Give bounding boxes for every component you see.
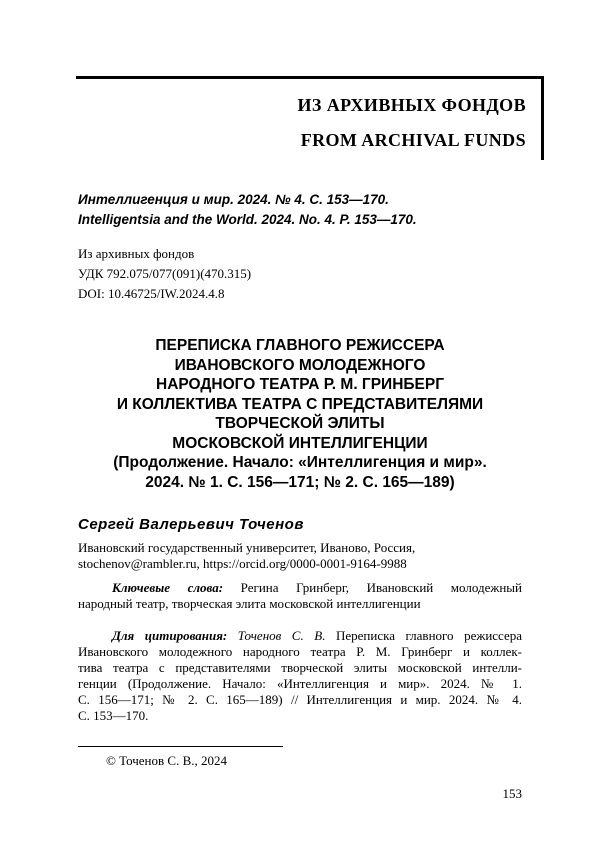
title-line: НАРОДНОГО ТЕАТРА Р. М. ГРИНБЕРГ bbox=[156, 376, 444, 393]
author-name: Сергей Валерьевич Точенов bbox=[78, 516, 304, 533]
udk-code: УДК 792.075/077(091)(470.315) bbox=[78, 266, 252, 281]
title-line: ИВАНОВСКОГО МОЛОДЕЖНОГО bbox=[174, 356, 426, 374]
keywords-block bbox=[78, 580, 522, 612]
how-to-cite-block bbox=[78, 628, 522, 724]
page-number: 153 bbox=[502, 786, 522, 801]
cite-author: Точенов С. В. bbox=[237, 628, 326, 643]
journal-citation-en: Intelligentsia and the World. 2024. No. 4. P. 153—170. bbox=[78, 212, 417, 227]
title-line: ТВОРЧЕСКОЙ ЭЛИТЫ bbox=[215, 415, 385, 432]
title-line: (Продолжение. Начало: «Интеллигенция и мир». bbox=[113, 454, 487, 471]
section-title-ru: ИЗ АРХИВНЫХ ФОНДОВ bbox=[297, 95, 526, 115]
keywords-text: народный театр, творческая элита московской интеллигенции bbox=[78, 596, 421, 611]
title-line: 2024. № 1. С. 156—171; № 2. С. 165—189) bbox=[145, 473, 455, 491]
cite-text: С. 156—171; № 2. С. 165—189) // Интеллигенция и мир. 2024. № 4. bbox=[78, 692, 522, 707]
author-affiliation bbox=[78, 540, 415, 572]
title-line: МОСКОВСКОЙ ИНТЕЛЛИГЕНЦИИ bbox=[172, 434, 428, 452]
journal-citation-ru: Интеллигенция и мир. 2024. № 4. С. 153—170. bbox=[78, 192, 389, 207]
keywords-text: Регина Гринберг, Ивановский молодежный bbox=[240, 580, 522, 595]
keywords-label: Ключевые слова: bbox=[112, 580, 224, 595]
cite-text: Переписка главного режиссера bbox=[335, 628, 523, 643]
footnote-rule bbox=[78, 746, 283, 747]
copyright: © Точенов С. В., 2024 bbox=[106, 753, 227, 768]
cite-text: тива театра с представителями творческой элиты московской интелли- bbox=[78, 660, 522, 675]
section-title-en: FROM ARCHIVAL FUNDS bbox=[300, 130, 526, 150]
contact-line: stochenov@rambler.ru, https://orcid.org/0000-0001-9164-9988 bbox=[78, 556, 407, 571]
cite-text: генции (Продолжение. Начало: «Интеллигенция и мир». 2024. № 1. bbox=[78, 676, 522, 691]
how-to-cite-label: Для цитирования: bbox=[112, 628, 228, 643]
rubric: Из архивных фондов bbox=[78, 246, 195, 261]
affiliation-line: Ивановский государственный университет, Иваново, Россия, bbox=[78, 540, 416, 555]
article-title bbox=[70, 336, 530, 492]
doi: DOI: 10.46725/IW.2024.4.8 bbox=[78, 286, 225, 301]
title-line: ПЕРЕПИСКА ГЛАВНОГО РЕЖИССЕРА bbox=[155, 337, 445, 354]
title-line: И КОЛЛЕКТИВА ТЕАТРА С ПРЕДСТАВИТЕЛЯМИ bbox=[116, 395, 484, 413]
cite-text: Ивановского молодежного народного театра Р. М. Гринберг и коллек- bbox=[78, 644, 522, 659]
cite-text: С. 153—170. bbox=[78, 708, 149, 723]
